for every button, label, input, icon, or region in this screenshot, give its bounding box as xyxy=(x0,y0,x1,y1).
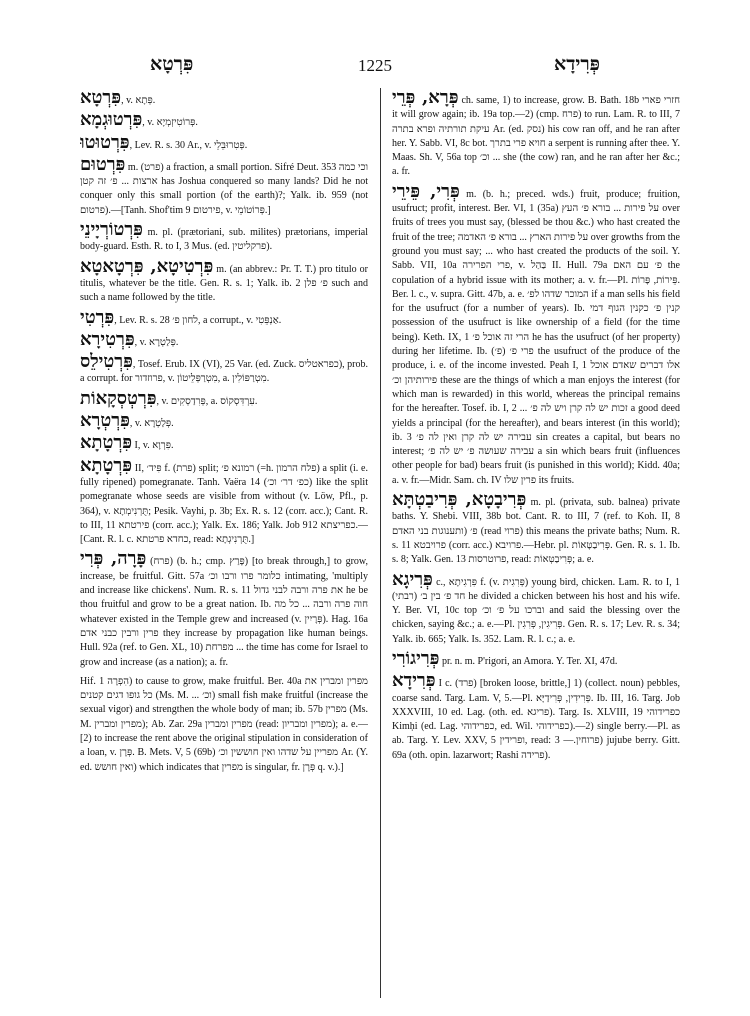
entry xyxy=(80,155,368,218)
entry-hif xyxy=(80,672,368,775)
entry xyxy=(80,549,368,669)
definition: , v. פְּלַטְרָא. xyxy=(129,418,174,430)
entry xyxy=(80,308,368,328)
definition: (פרח) (b. h.; cmp. פָּרַץ) [to break through,] to grow, increase, be fruitful. Gitt. 57a כלומר פרו ורבו וכ׳ intimating, 'multiply and increase like chickens'. Num. R. s. 11 את פרה ורבה לבני גדול he be thou fruitful and grow to be a great nation. Ib. חוה פרה ורבה ... כל מה whatever existed in the Temple grew and increased (v. פְּרָיִין). Hag. 16a פרין ורבין כבני אדם they increase by propagation like human beings. Hull. 92a (ref. to Gen. XL, 10) מפרחת ... the time has come for Israel to grow and increase (as a nation); a. fr. xyxy=(80,556,368,668)
entry xyxy=(392,490,680,567)
headword: פִּרְטוּם xyxy=(80,153,126,175)
headword: פְּרָא, פְּרֵי xyxy=(392,88,459,108)
definition: II, פִּיד׳ f. (פרת) split; רמונא פ׳ (=h. פלח הרמון) a split (i. e. fully ripened) pomegranate. Tanh. Vaëra 14 (כפ׳ דר׳ וכ׳) like the split pomegranate whose seeds are visible from without (v. Löw, Pfl., p. 364), v. תֻּרְנִימְתָא; Pesik. Vayhi, p. 3b; Ex. R. s. 12 (corr. acc.); Cant. R. to III, 11 פירטתא (corr. acc.); Yalk. Ex. 186; Yalk. Job 912 כפריצתא.—[Cant. R. l. c. כחדא פרטתא, read: תֻּרְנִיגְתָא.] xyxy=(80,462,368,546)
definition: ch. same, 1) to increase, grow. B. Bath. 18b חזרי פארי it will grow again; ib. 19a top.—2) (cmp. פרח) to run. Lam. R. to III, 7 עיקת תורתיה ופרא בתרה Ar. (ed. נסק) his cow ran off, and he ran after her. Y. Sabb. VI, 8c bot. חויא פרי בתרך a serpent is running after thee. Y. Maas. Sh. V, 56a top וכ׳ ... she (the cow) ran, and he ran after her &c.; a. fr. xyxy=(392,95,680,178)
definition: , Lev. R. s. 28 לחון פ׳, a corrupt., v. אַנְפֵּטִי. xyxy=(114,314,282,326)
columns xyxy=(80,88,680,998)
entry xyxy=(80,352,368,387)
right-column xyxy=(392,88,680,998)
entry xyxy=(392,88,680,180)
definition: , Tosef. Erub. IX (VI), 25 Var. (ed. Zuck. כפראטליס), prob. a corrupt. for פרוזדור, v. מִטְרַפְּלֵיטוֹן, a. מִטְרַפּוֹלִין. xyxy=(80,359,368,385)
definition: m. (פרט) a fraction, a small portion. Sifré Deut. 353 וכי כמה ארצות ... פ׳ זה קטן has Joshua conquered so many lands? Did he not conquer only this small portion (of the earth)?; Yalk. ib. 959 (not פרטום).—[Tanh. Shof'tim 9 פירטום, v. פְּרוֹטוֹמֵי.] xyxy=(80,161,368,216)
headword: פִּרְטְרָא xyxy=(80,410,130,432)
headword: פְּרִיבָטָא, פְּרִיבַטְתָּא xyxy=(392,489,527,511)
definition: Hif. הִפְרָה 1) to cause to grow, make fruitful. Ber. 40a מפרין ומברין את כל גופו דגים קטנים (Ms. M. ... וכ׳) small fish make fruitful (increase the sexual vigor) and strengthen the whole body of man; ib. 57b מפרין (Ms. M. מפרין ומברין); Ab. Zar. 29a מפרין ומברין (read: מפרין ומבריון); a. e.—[2) to increase the rent above the original stipulation in consideration of a loan, v. פְּרָן. B. Mets. V, 5 (69b) מפריין על שדהו ואין חוששין וכ׳ Ar. (Y. ed. ואין חושש) which indicates that מפרין is singular, fr. פְּרָן q. v.).] xyxy=(80,675,368,773)
left-column xyxy=(80,88,368,998)
entry xyxy=(80,330,368,350)
entry xyxy=(392,182,680,488)
headword: פְּרִידָא xyxy=(392,670,436,692)
headword: פִּרְטוּגְמָא xyxy=(80,109,143,131)
headword: פְּרִי, פֵּירֵי xyxy=(392,180,460,202)
headword: פִּרְטִי xyxy=(80,306,115,328)
headword: פְּרִיגוֹרִי xyxy=(392,647,440,669)
definition: I c. (פרד) [broken loose, brittle,] 1) (collect. noun) pebbles, coarse sand. Targ. Lam. V, 5.—Pl. פְּרִידִין, פְּרִידַיָּא. Ib. III, 16. Targ. Job XXXVIII, 10 ed. Lag. (oth. ed. פריגא). Targ. Is. XLVIII, 19 כפרידוהי Kimḥi (ed. Lag. כפרידוהי, ed. Wil. כפרידוהי).—2) single berry.—Pl. as ab. Targ. Y. Lev. XXV, 5 ופרידין, read: פרוחין.— 3) jujube berry. Gitt. 69a (oth. opin. lazarwort; Rashi פרידה). xyxy=(392,678,680,761)
definition: , v. פְּרוֹטִיזְמְיָא. xyxy=(142,117,198,129)
definition: m. (b. h.; preced. wds.) fruit, produce; fruition, usufruct; profit, interest. Ber. VI, 1 (35a) על פירות ... בורא פ׳ העץ over fruits of trees you must say, (blessed be thou &c.) who hast created the fruit of the tree; על פירות הארץ ... בורא פ׳ האדמה over growths from the ground you must say; ... who hast created the products of the soil. Y. Sabb. VII, 10a פרי הפרירה, v. בַּהַל II. Hull. 79a פ׳ עם האם the copulation of a hybrid issue with its mother; a. v. fr.—Pl. פֵּירוֹת, פָּרוֹת. Ber. l. c., v. supra. Gitt. 47b, a. e. המוכר שדהו לפ׳ if a man sells his field for the usufruct (for a number of years). Ib. קנין פ׳ כקנין הגוף דמי possession of the usufruct is like ownership of a field (for the time being). Keth. IX, 1 הרי זה אוכל פ׳ he has the usufruct (of her property) during her lifetime. Ib. פרי פ׳ (פ׳) the usufruct of the produce of the produce, i. e. of the income invested. Peah I, 1 אלו דברים שאדם אוכל פירותיהן וכ׳ these are the things of which a man enjoys the interest (for which man is rewarded) in this world, whereas the principal remains for the hereafter. Tosef. ib. I, 2 ... זכות יש לה קרן ויש לה פ׳ a good deed yields a principal (for the hereafter), and bears interest (in this world); ib. 3 עבירה יש לה קרן ואין לה פ׳ sin creates a capital, but bears no interest; עבירה שעושה פ׳ יש לה פ׳ a sin which bears fruit (influences other people for bad) bears fruit (is punished in this world); Kidd. 40a; a. v. fr.—Midr. Sam. ch. IV פרין שלו its fruits. xyxy=(392,188,680,486)
headword: פִּרְטִילֵס xyxy=(80,351,133,373)
right-catchword: פְּרִידָא xyxy=(554,54,600,75)
entry xyxy=(80,110,368,130)
entry xyxy=(80,257,368,306)
definition: , v. פְּלַטְרָא. xyxy=(134,336,179,348)
definition: c., פִּרְגִיתָא f. (v. פְּרִגִית) young bird, chicken. Lam. R. to I, 1 (רבתי) חד פ׳ בין ב׳ he divided a chicken between his host and his wife. Y. Ber. VI, 10c top וברכו על פ׳ וכ׳ and said the blessing over the chicken, saying &c.; a. e.—Pl. פְּרִיגִין, פְּרִגִין. Gen. R. s. 17; Lev. R. s. 34; Yalk. ib. 665; Yalk. Is. 352. Lam. R. l. c.; a. e. xyxy=(392,576,680,645)
entry xyxy=(80,456,368,548)
entry xyxy=(392,649,680,669)
entry xyxy=(392,671,680,763)
headword: פָּרָה, פְּרִי xyxy=(80,548,147,570)
entry xyxy=(80,133,368,153)
headword: פִּרְטוֹרְיָינֵי xyxy=(80,219,143,241)
entry xyxy=(80,411,368,431)
page-number: 1225 xyxy=(358,56,392,75)
running-head xyxy=(0,54,750,78)
definition: , Lev. R. s. 30 Ar., v. פְּטִרוּבֵּלֵי. xyxy=(129,139,248,151)
headword: פִּרְטִירָא xyxy=(80,328,135,350)
definition: m. pl. (prætoriani, sub. milites) prætorians, imperial body-guard. Esth. R. to I, 3 Mus. (ed. פרקליטין). xyxy=(80,227,368,253)
headword: פְּרִיגָא xyxy=(392,568,433,590)
entry xyxy=(80,220,368,255)
headword: פִּרְטִיטָא, פִּרְטָאטָא xyxy=(80,255,214,277)
definition: , v. פְּרִדַסְקִים, a. עִרְדִּסְקוֹס. xyxy=(156,395,258,407)
headword: פִּרְטְסְקָאוֹת xyxy=(80,387,157,409)
headword: פִּרְטָתָא xyxy=(80,454,133,476)
headword: פִּרְטוּטוּ xyxy=(80,131,130,153)
definition: m. (an abbrev.: Pr. T. T.) pro titulo or titulis, whatever be the title. Gen. R. s. 1; Yalk. ib. 2 פ׳ פלן such and such a name followed by the title. xyxy=(80,263,368,304)
definition: , v. פְּתָא. xyxy=(121,95,156,106)
definition: m. pl. (privata, sub. balnea) private baths. Y. Shebi. VIII, 38b bot. Cant. R. to III, 7 (ref. to Koh. II, 8 ותענוגות בני האדם) פ׳ (read פרוי) this means the private baths; Num. R. s. 11 פרויבטא (corr. acc.) פרויבא.—Hebr. pl. פְּרִיבַטָּאוֹת. Gen. R. s. 1. Ib. s. 8; Yalk. Gen. 13 פרוטרסות, read: פְּרִיבַטְּאוֹת; a. e. xyxy=(392,497,680,566)
definition: pr. n. m. P'rigori, an Amora. Y. Ter. XI, 47d. xyxy=(439,655,618,667)
entry xyxy=(80,433,368,453)
entry xyxy=(392,570,680,647)
headword: פִּרְטָתָא xyxy=(80,432,133,454)
definition: I, v. פִּרְוָא. xyxy=(132,440,174,452)
entry xyxy=(80,88,368,108)
entry xyxy=(80,389,368,409)
left-catchword: פִּרְטָא xyxy=(150,54,194,75)
headword: פִּרְטָא xyxy=(80,88,122,108)
